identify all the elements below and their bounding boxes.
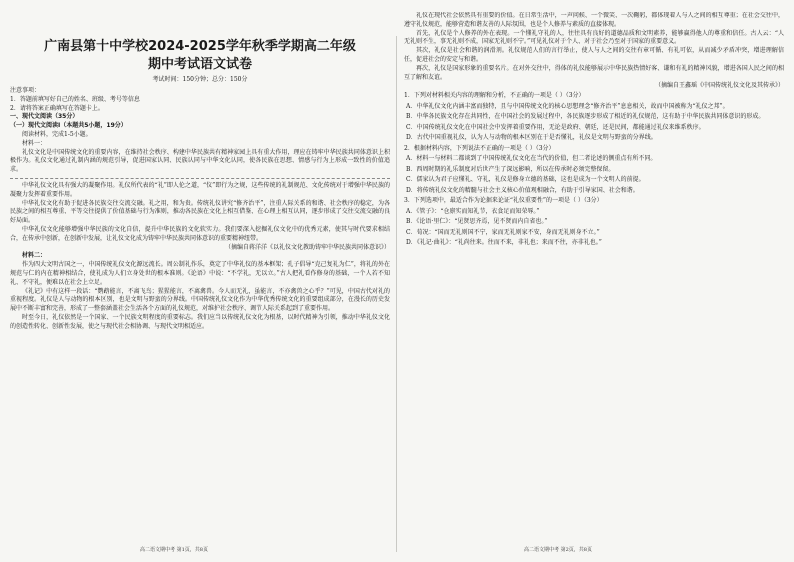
exam-title-line1: 广南县第十中学校2024-2025学年秋季学期高二年级	[44, 39, 356, 54]
exam-meta: 考试时间：150分钟；总分：150分	[152, 76, 248, 83]
notice-title: 注意事项：	[10, 87, 41, 94]
fold-divider	[10, 178, 390, 179]
material1-paragraph: 中华礼仪文化具有强大的凝聚作用。礼仪所代表的“礼”即人伦之道，“仪”即行为之规，这些传统的礼制规范、文化传统对于增强中华民族的凝聚力发挥着重要作用。	[10, 181, 390, 198]
material2-paragraph: 作为四大文明古国之一，中国传统礼仪文化源远流长。周公制礼作乐，奠定了中华礼仪的基本框架；孔子倡导“克己复礼为仁”，将礼的外在规范与仁的内在精神相结合，使礼成为人们立身处世的根本准则。《论语》中说：“不学礼，无以立。”古人把礼看作修身的基础，一个人若不知礼、不守礼，便难以在社会上立足。	[10, 261, 390, 286]
material1-paragraph: 中华礼仪文化有助于促进各民族交往交流交融。礼之用，和为贵。传统礼仪讲究“修齐治平”，注重人际关系的和谐、社会秩序的稳定，为各民族之间的相互尊重、平等交往提供了价值基础与行为准则，推动各民族在文化上相互借鉴、在心理上相互认同，逐步形成了交往交流交融的良好局面。	[10, 199, 390, 225]
instruction: 阅读材料，完成1-5小题。	[22, 130, 92, 138]
subsection-heading: （一）现代文阅读Ⅰ（本题共5小题，19分）	[10, 122, 127, 130]
material2-paragraph: 礼仪在现代社会依然具有重要的价值。在日常生活中，一声问候、一个微笑、一次鞠躬，都体现着人与人之间的相互尊重；在社会交往中，遵守礼仪规范，能够营造和谐友善的人际氛围，也是个人修养与素质的直接体现。	[404, 12, 784, 28]
material2-paragraph: 再次，礼仪是国家形象的重要名片。在对外交往中，得体的礼仪能够展示中华民族热情好客、谦和有礼的精神风貌，增进各国人民之间的相互了解和友谊。	[404, 64, 784, 81]
material1-source: （摘编自蒋洋洋《以礼仪文化教助铸牢中华民族共同体意识》）	[224, 243, 390, 251]
page-right	[404, 12, 784, 552]
question-1: 1．下列对材料相关内容的理解和分析，不正确的一项是（ ）（3分）	[404, 92, 585, 100]
question-2-option: C．儒家认为君子应懂礼、守礼，礼仪是修身立德的基础，这也是成为一个文明人的前提。	[406, 176, 645, 184]
question-2-option: D．将传统礼仪文化的精髓与社会主义核心价值观相融合，有助于引导家国、社会和谐。	[406, 186, 639, 194]
material2-paragraph: 首先，礼仪是个人修养的外在表现。一个懂礼守礼的人，往往具有良好的道德品质和文明素养，能够赢得他人的尊重和信任。古人云：“人无礼则不生，事无礼则不成，国家无礼则不宁。”可见礼仪对于个人、对于社会乃至对于国家的重要意义。	[404, 29, 784, 46]
question-3: 3．下列选项中，最适合作为论据来论证“礼仪重要性”的一项是（ ）（3分）	[404, 197, 603, 205]
page-footer: 高二语文期中考 第2页，共8页	[524, 547, 592, 552]
material1-paragraph: 礼仪文化是中国传统文化的重要内容，在维持社会秩序、构建中华民族共有精神家园上具有重大作用，理应在铸牢中华民族共同体意识上积极作为。礼仪文化通过礼制内涵的规范引导，促进国家认同、民族认同与中华文化认同，使各民族在思想、情感与行为上形成一致性的价值追求。	[10, 148, 390, 174]
question-1-option: B．中华各民族文化存在共同性，在中国社会的发展过程中，各民族逐步形成了相近的礼仪规范，这有助于中华民族共同体意识的形成。	[406, 113, 765, 121]
page-left	[10, 38, 390, 552]
material2-paragraph: 《礼记》中有这样一段话：“鹦鹉能言，不离飞鸟；猩猩能言，不离禽兽。今人而无礼，虽能言，不亦禽兽之心乎？”可见，中国古代对礼的重视程度。礼仪是人与动物的根本区别，也是文明与野蛮的分界线。中国传统礼仪文化作为中华优秀传统文化的重要组成部分，在漫长的历史发展中不断丰富和完善，形成了一整套涵盖社会生活各个方面的礼仪规范，对维护社会秩序、调节人际关系起到了重要作用。	[10, 287, 390, 313]
material2-source: （摘编自王鑫瑶《中国传统礼仪文化及其传承》）	[654, 82, 784, 90]
question-3-option: C．荀况：“国而无礼则国不宁，家而无礼则家不安，身而无礼则身不立。”	[406, 228, 600, 236]
question-3-option: A．《管子》：“仓廪实而知礼节，衣食足而知荣辱。”	[406, 207, 540, 215]
section-heading: 一、现代文阅读（35分）	[10, 113, 79, 121]
material1-label: 材料一：	[22, 139, 47, 147]
question-2-option: B．西周时期的礼乐制度对后世产生了深远影响，所以在传承时必须完整保留。	[406, 165, 615, 173]
question-2: 2．根据材料内容，下列说法不正确的一项是（ ）（3分）	[404, 144, 555, 152]
page-footer: 高二语文期中考 第1页，共8页	[140, 547, 208, 552]
material2-label: 材料二：	[22, 252, 47, 260]
material2-paragraph: 其次，礼仪是社会和谐的润滑剂。礼仪规范人们的言行举止，使人与人之间的交往有章可循、有礼可依，从而减少矛盾冲突，增进理解信任，促进社会的安定与和谐。	[404, 47, 784, 63]
exam-title-line2: 期中考试语文试卷	[147, 57, 252, 72]
question-3-option: D．《礼记·曲礼》：“礼尚往来。往而不来，非礼也；来而不往，亦非礼也。”	[406, 239, 602, 247]
notice-item: 2．请将答案正确填写在答题卡上。	[10, 104, 104, 112]
material1-paragraph: 中华礼仪文化能够增强中华民族的文化自信，提升中华民族的文化软实力。我们要深入挖掘礼仪文化中的优秀元素，使其与时代要求相结合，在传承中创新，在创新中发展，让礼仪文化成为铸牢中华民族共同体意识的重要精神纽带。	[10, 225, 390, 242]
page-fold	[396, 36, 397, 552]
notice-item: 1．答题前填写好自己的姓名、班级、考号等信息	[10, 95, 140, 103]
question-1-option: C．中国传统礼仪文化在中国社会中发挥着重要作用，无论是政府、朝廷，还是民间，都能通过礼仪来维系秩序。	[406, 123, 705, 131]
question-1-option: D．古代中国重视礼仪，认为人与动物的根本区别在于是否懂礼，礼仪是文明与野蛮的分界线。	[406, 134, 657, 142]
question-1-option: A．中华礼仪文化内涵丰富而独特，且与中国传统文化的核心思想理念“修齐治平”息息相关，故而中国被称为“礼仪之邦”。	[406, 102, 729, 110]
question-3-option: B．《论语·里仁》：“见贤思齐焉，见不贤而内自省也。”	[406, 218, 548, 226]
material2-paragraph: 时至今日，礼仪依然是一个国家、一个民族文明程度的重要标志。我们应当以传统礼仪文化为根基，以时代精神为引领，推动中华礼仪文化的创造性转化、创新性发展，使之与现代社会相协调、与现代文明相适应。	[10, 313, 390, 330]
question-2-option: A．材料一与材料二都谈到了中国传统礼仪文化在当代的价值，但二者论述的侧重点有所不同。	[406, 155, 657, 163]
